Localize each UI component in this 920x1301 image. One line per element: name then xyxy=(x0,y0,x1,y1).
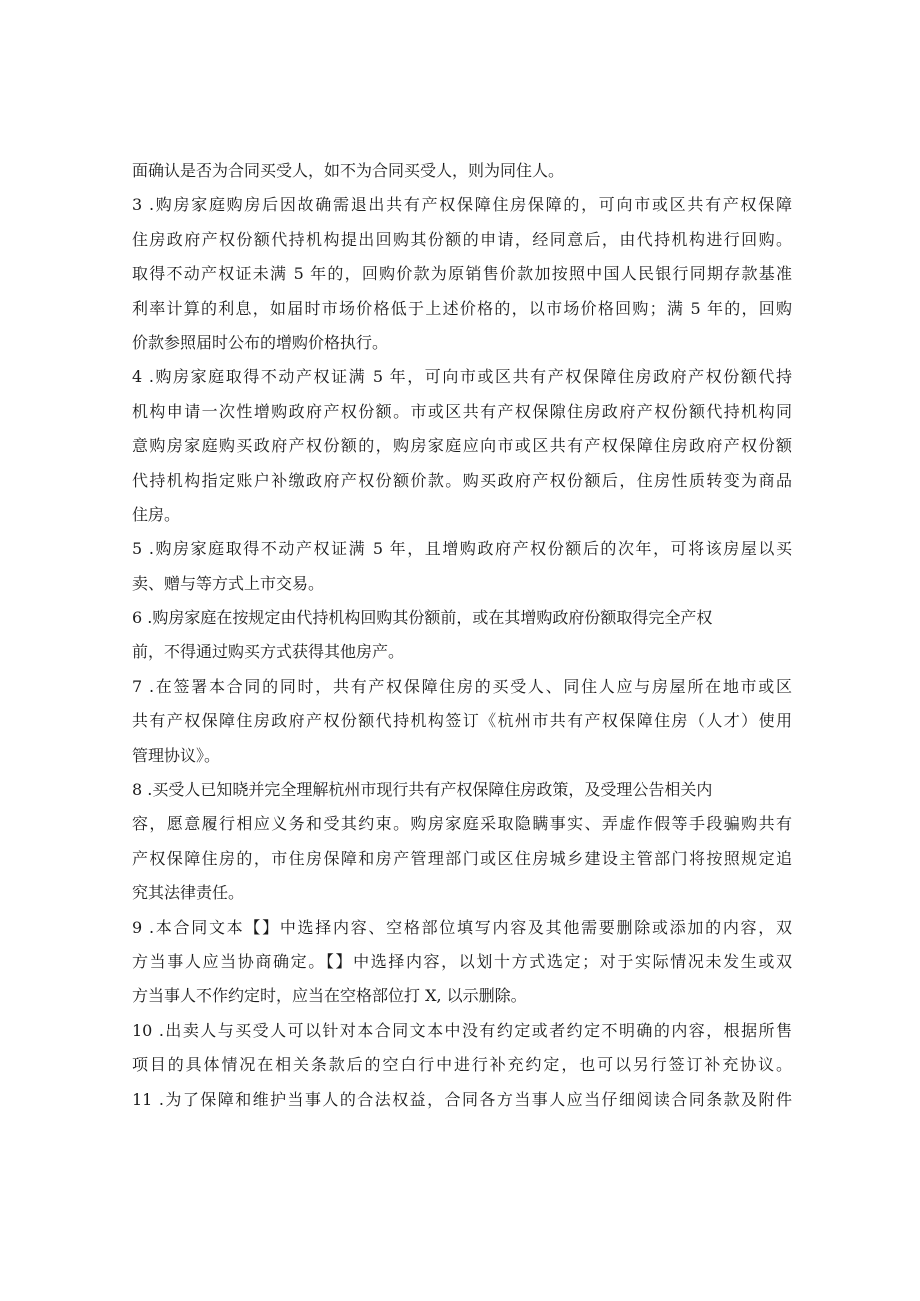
text-line: 9 .本合同文本【】中选择内容、空格部位填写内容及其他需要删除或添加的内容，双 xyxy=(132,917,792,937)
text-line: 利率计算的利息，如届时市场价格低于上述价格的，以市场价格回购；满 5 年的，回购 xyxy=(132,298,792,318)
text-line: 管理协议》。 xyxy=(132,745,221,765)
text-line: 住房。 xyxy=(132,504,181,524)
text-line: 10 .出卖人与买受人可以针对本合同文本中没有约定或者约定不明确的内容，根据所售 xyxy=(132,1020,792,1040)
text-line: 意购房家庭购买政府产权份额的，购房家庭应向市或区共有产权保障住房政府产权份额 xyxy=(132,436,792,456)
text-line: 取得不动产权证未满 5 年的，回购价款为原销售价款加按照中国人民银行同期存款基准 xyxy=(132,264,792,284)
text-line: 方当事人应当协商确定。【】中选择内容，以划十方式选定；对于实际情况未发生或双 xyxy=(132,951,792,971)
text-line: 机构申请一次性增购政府产权份额。市或区共有产权保隙住房政府产权份额代持机构同 xyxy=(132,401,792,421)
contract-text-block xyxy=(132,154,792,1117)
text-line: 面确认是否为合同买受人，如不为合同买受人，则为同住人。 xyxy=(132,161,565,180)
text-line: 卖、赠与等方式上市交易。 xyxy=(132,573,325,593)
text-line: 5 .购房家庭取得不动产权证满 5 年，且增购政府产权份额后的次年，可将该房屋以买 xyxy=(132,539,792,559)
text-line: 项目的具体情况在相关条款后的空白行中进行补充约定，也可以另行签订补充协议。 xyxy=(132,1055,792,1075)
text-line: 究其法律责任。 xyxy=(132,883,245,903)
text-line: 代持机构指定账户补缴政府产权份额价款。购买政府产权份额后，住房性质转变为商品 xyxy=(132,470,792,490)
text-line: 6 .购房家庭在按规定由代持机构回购其份额前，或在其增购政府份额取得完全产权 xyxy=(132,608,713,628)
text-line: 共有产权保障住房政府产权份额代持机构签订《杭州市共有产权保障住房（人才）使用 xyxy=(132,711,792,731)
text-line: 3 .购房家庭购房后因故确需退出共有产权保障住房保障的，可向市或区共有产权保障 xyxy=(132,195,792,215)
text-line: 价款参照届时公布的增购价格执行。 xyxy=(132,332,389,352)
text-line: 7 .在签署本合同的同时，共有产权保障住房的买受人、同住人应与房屋所在地市或区 xyxy=(132,676,792,696)
text-line: 产权保障住房的，市住房保障和房产管理部门或区住房城乡建设主管部门将按照规定追 xyxy=(132,848,792,868)
text-line: 容，愿意履行相应义务和受其约束。购房家庭采取隐瞒事实、弄虚作假等手段骗购共有 xyxy=(132,814,792,834)
text-line: 4 .购房家庭取得不动产权证满 5 年，可向市或区共有产权保障住房政府产权份额代持 xyxy=(132,367,792,387)
text-line: 8 .买受人已知晓并完全理解杭州市现行共有产权保障住房政策，及受理公告相关内 xyxy=(132,780,713,800)
text-line: 11 .为了保障和维护当事人的合法权益，合同各方当事人应当仔细阅读合同条款及附件 xyxy=(132,1089,792,1109)
text-line: 住房政府产权份额代持机构提出回购其份额的申请，经同意后，由代持机构进行回购。 xyxy=(132,229,792,249)
text-line: 前，不得通过购买方式获得其他房产。 xyxy=(132,642,405,662)
text-line: 方当事人不作约定时，应当在空格部位打 X, 以示删除。 xyxy=(132,986,527,1006)
